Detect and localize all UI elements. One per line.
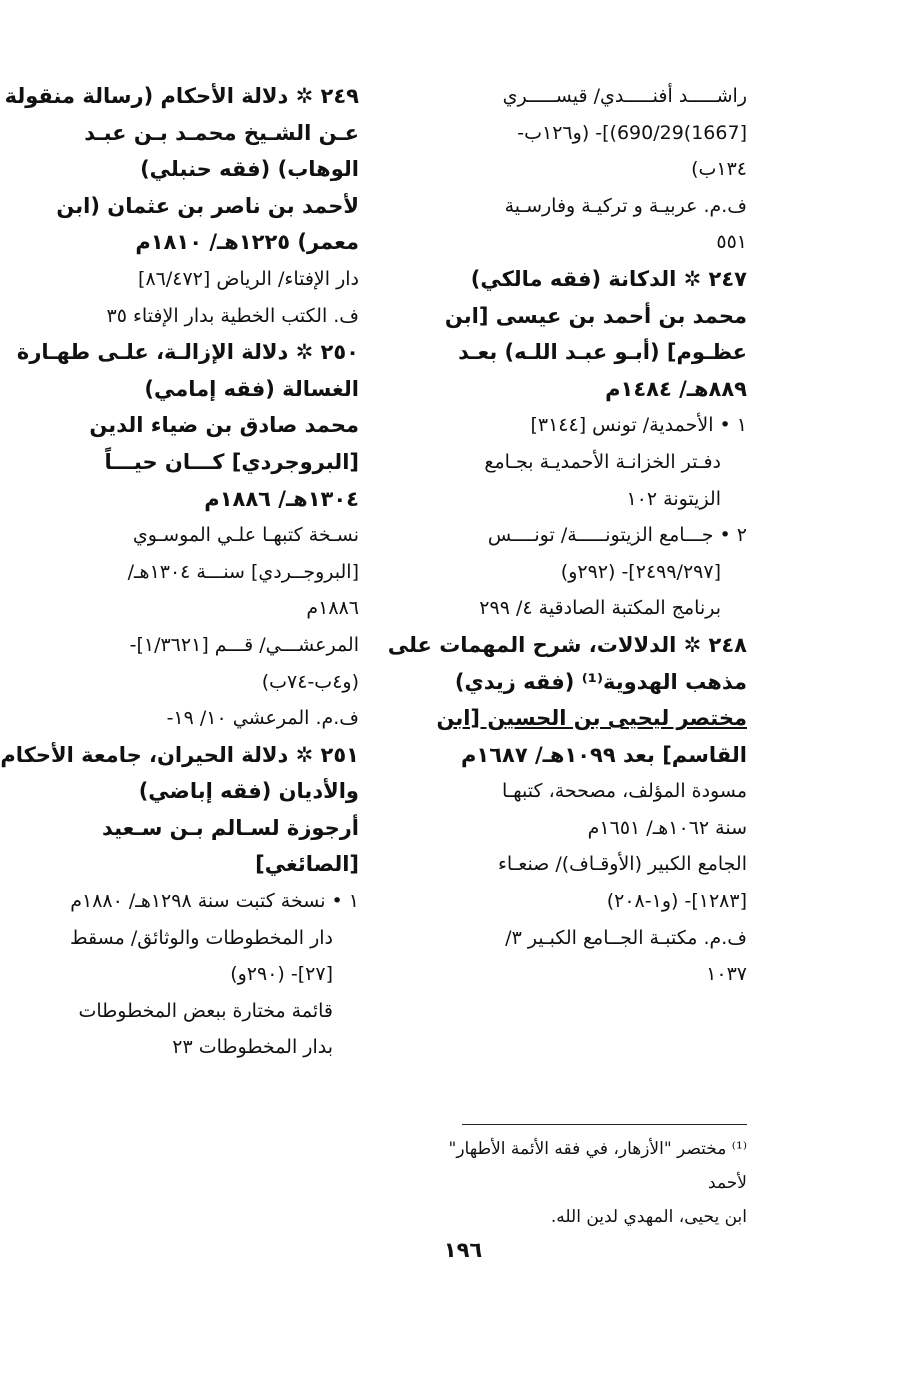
entry-text-line: ف.م. عربيـة و تركيـة وفارسـية [504,194,747,217]
entry-heading-line: الوهاب) (فقه حنبلي) [140,157,359,182]
footnote-separator [462,1124,747,1125]
entry-heading-line: ٢٥٠ ✲ دلالة الإزالـة، علـى طهـارة [16,340,359,365]
entry-text-line: ٢ • جـــامع الزيتونـــــة/ تونــــس [487,524,747,547]
entry-text-line: [٢٧]- (٢٩٠و) [230,963,333,986]
entry-text-line: ف.م. المرعشي ١٠/ ١٩- [166,707,359,730]
entry-text-line: [٢٤٩٩/٢٩٧]- (٢٩٢و) [560,560,721,583]
entry-text-line: ف. الكتب الخطية بدار الإفتاء ٣٥ [106,304,359,327]
entry-heading-line: [الصائغي] [255,852,359,877]
entry-heading-line: ٢٤٩ ✲ دلالة الأحكام (رسالة منقولة [4,84,359,108]
entry-text-line: قائمة مختارة ببعض المخطوطات [78,999,333,1022]
entry-heading-line: لأحمد بن ناصر بن عثمان (ابن [56,193,359,218]
entry-text-line: ١٨٨٦م [306,597,359,620]
entry-text-line: برنامج المكتبة الصادقية ٤/ ٢٩٩ [479,597,721,620]
entry-text-line: [١٢٨٣]- (و١-٢٠٨) [606,890,747,913]
entry-text-line: بدار المخطوطات ٢٣ [172,1036,333,1059]
entry-text-line: ف.م. مكتبـة الجــامع الكبـير ٣/ [505,926,747,949]
footnote [447,1132,747,1234]
entry-text-line: المرعشـــي/ قـــم [١/٣٦٢١]- [129,633,359,656]
entry-text-line: دار المخطوطات والوثائق/ مسقط [70,926,333,949]
entry-heading-line: الغسالة (فقه إمامي) [144,376,359,401]
entry-text-line: ١٣٤ب) [691,158,747,181]
entry-text-line: ٥٥١ [716,231,747,254]
entry-text-line: ١ • الأحمدية/ تونس [٣١٤٤] [530,414,747,437]
entry-heading-line: ٢٥١ ✲ دلالة الحيران، جامعة الأحكام [0,742,359,767]
right-column [387,78,747,993]
entry-heading-line: ٨٨٩هـ/ ١٤٨٤م [605,376,747,401]
entry-heading-line: معمر) ١٢٢٥هـ/ ١٨١٠م [135,230,359,255]
entry-heading-line: القاسم] بعد ١٠٩٩هـ/ ١٦٨٧م [461,742,747,767]
entry-heading-line: ١٣٠٤هـ/ ١٨٨٦م [204,486,359,511]
entry-heading-line: والأديان (فقه إباضي) [138,779,359,804]
entry-text-line: نسـخة كتبهـا علـي الموسـوي [132,524,359,547]
entry-text-line: ١ • نسخة كتبت سنة ١٢٩٨هـ/ ١٨٨٠م [70,890,359,913]
entry-heading-line: محمد صادق بن ضياء الدين [89,413,359,438]
footnote-line-2: ابن يحيى، المهدي لدين الله. [550,1207,747,1227]
entry-text-line: [1667)690/29)]- (و١٢٦ب- [517,121,747,144]
entry-heading-line: عـن الشـيخ محمـد بـن عبـد [84,120,359,145]
entry-heading-line: أرجوزة لسـالم بـن سـعيد [101,815,359,840]
entry-text-line: مسودة المؤلف، مصححة، كتبهـا [501,780,747,803]
entry-heading-line: مذهب الهدوية⁽¹⁾ (فقه زيدي) [454,669,747,694]
footnote-line-1: ⁽¹⁾ مختصر "الأزهار، في فقه الأئمة الأطهار" لأحمد [448,1139,747,1193]
entry-heading-line: [البروجردي] كـــان حيـــاً [104,449,359,474]
entry-text-line: (و٤ب-٧٤ب) [261,670,359,693]
entry-text-line: راشـــــد أفنـــــدي/ قيســـــري [502,85,747,107]
page-number: ١٩٦ [443,1238,483,1262]
left-column [0,78,359,1066]
entry-text-line: دفـتر الخزانـة الأحمديـة بجـامع [484,450,721,473]
entry-heading-line: ٢٤٨ ✲ الدلالات، شرح المهمات على [387,632,747,657]
entry-heading-line: مختصر ليحيى بن الحسين [ابن [436,706,747,731]
entry-text-line: دار الإفتاء/ الرياض [٨٦/٤٧٢] [138,267,359,290]
entry-heading-line: محمد بن أحمد بن عيسى [ابن [444,303,747,328]
entry-text-line: [البروجــردي] سنـــة ١٣٠٤هـ/ [127,560,359,583]
entry-text-line: الزيتونة ١٠٢ [626,487,721,510]
entry-heading-line: ٢٤٧ ✲ الدكانة (فقه مالكي) [470,266,747,291]
entry-text-line: ١٠٣٧ [706,963,747,986]
entry-heading-line: عظـوم] (أبـو عبـد اللـه) بعـد [458,340,747,365]
entry-text-line: الجامع الكبير (الأوقـاف)/ صنعـاء [497,853,747,876]
entry-text-line: سنة ١٠٦٢هـ/ ١٦٥١م [587,816,747,839]
